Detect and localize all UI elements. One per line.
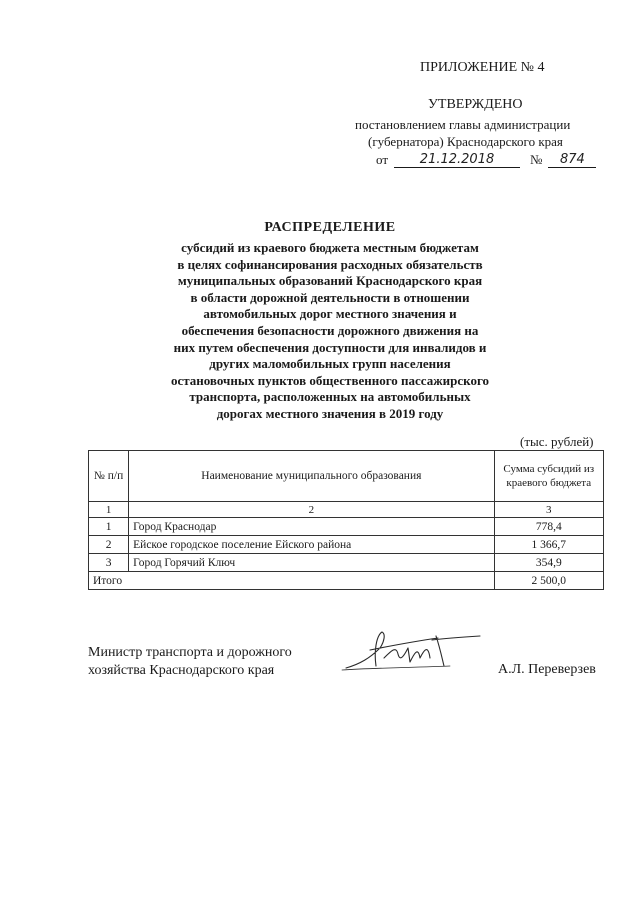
approved-by-line-1: постановлением главы администрации: [355, 117, 571, 132]
title-line: автомобильных дорог местного значения и: [203, 306, 457, 322]
table-header-row: [89, 451, 604, 502]
title-line: остановочных пунктов общественного пассажирского: [170, 372, 490, 388]
table-row: [89, 518, 604, 536]
total-label: Итого: [89, 572, 495, 590]
position-line-1: Министр транспорта и дорожного: [88, 645, 292, 660]
position-line-2: хозяйства Краснодарского края: [88, 663, 275, 678]
title-main: РАСПРЕДЕЛЕНИЕ: [264, 220, 396, 235]
column-number: 1: [89, 502, 129, 518]
title-line: в области дорожной деятельности в отношении: [190, 289, 470, 305]
approved-by-line-2: (губернатора) Краснодарского края: [368, 134, 563, 149]
header-municipality: Наименование муниципального образования: [129, 451, 494, 502]
column-numbers-row: [89, 502, 604, 518]
municipality-name: Город Горячий Ключ: [129, 554, 494, 572]
title-line: обеспечения безопасности дорожного движения на: [181, 322, 479, 338]
date-prefix: от: [376, 152, 389, 167]
header-number: № п/п: [89, 451, 129, 502]
subsidy-amount: 778,4: [494, 518, 603, 536]
decree-number: 874: [548, 152, 596, 168]
title-line: них путем обеспечения доступности для инвалидов и: [173, 339, 487, 355]
decree-date-number: [376, 152, 596, 168]
total-amount: 2 500,0: [494, 572, 603, 590]
subsidy-amount: 1 366,7: [494, 536, 603, 554]
signer-name: А.Л. Переверзев: [498, 662, 596, 677]
municipality-name: Ейское городское поселение Ейского района: [129, 536, 494, 554]
table-row: [89, 554, 604, 572]
subsidy-table: [88, 450, 604, 590]
units-label: (тыс. рублей): [520, 434, 594, 449]
table-row: [89, 536, 604, 554]
subsidy-amount: 354,9: [494, 554, 603, 572]
title-line: транспорта, расположенных на автомобильных: [189, 389, 471, 405]
title-line: субсидий из краевого бюджета местным бюджетам: [181, 240, 479, 255]
row-number: 1: [89, 518, 129, 536]
document-title: [120, 220, 540, 423]
number-prefix: №: [530, 152, 543, 167]
handwritten-signature: [340, 628, 490, 674]
column-number: 3: [494, 502, 603, 518]
header-amount: Сумма субсидий из краевого бюджета: [494, 451, 603, 502]
appendix-label: ПРИЛОЖЕНИЕ № 4: [420, 60, 545, 75]
title-line: муниципальных образований Краснодарского края: [177, 273, 483, 289]
total-row: [89, 572, 604, 590]
decree-date: 21.12.2018: [394, 152, 520, 168]
row-number: 3: [89, 554, 129, 572]
signer-position: [88, 644, 292, 680]
row-number: 2: [89, 536, 129, 554]
title-line: дорогах местного значения в 2019 году: [216, 405, 444, 421]
title-line: в целях софинансирования расходных обязательств: [177, 256, 483, 272]
approved-label: УТВЕРЖДЕНО: [428, 97, 523, 112]
title-line: других маломобильных групп населения: [209, 356, 451, 372]
municipality-name: Город Краснодар: [129, 518, 494, 536]
column-number: 2: [129, 502, 494, 518]
